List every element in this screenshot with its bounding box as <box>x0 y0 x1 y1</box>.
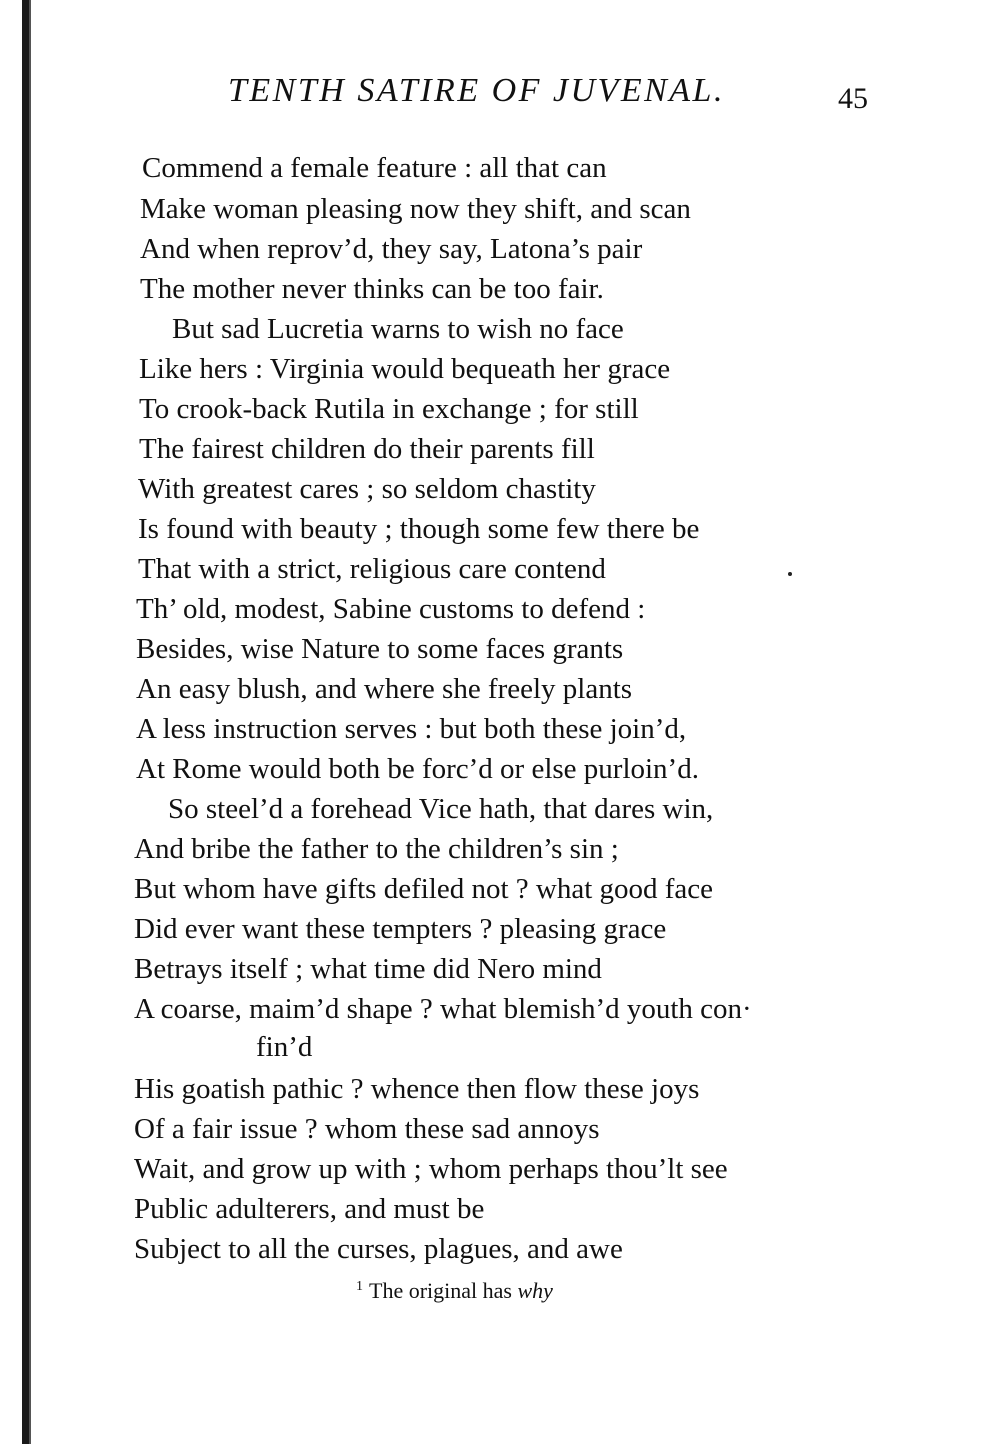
binding-shadow <box>29 0 31 1444</box>
poem-line: But sad Lucretia warns to wish no face <box>172 313 624 345</box>
poem-line: His goatish pathic ? whence then flow these joys <box>134 1073 700 1105</box>
poem-line: With greatest cares ; so seldom chastity <box>138 473 596 505</box>
poem-line: Wait, and grow up with ; whom perhaps thou’lt see <box>134 1153 728 1185</box>
poem-line: And bribe the father to the children’s sin ; <box>134 833 619 865</box>
poem-line: But whom have gifts defiled not ? what good face <box>134 873 714 905</box>
poem-line: At Rome would both be forc’d or else purloin’d. <box>136 753 699 785</box>
poem-line: Is found with beauty ; though some few there be <box>138 513 700 545</box>
poem-line: fin’d <box>256 1031 313 1063</box>
poem-line: Did ever want these tempters ? pleasing grace <box>134 913 667 945</box>
poem-line: Commend a female feature : all that can <box>142 152 607 184</box>
poem-line: That with a strict, religious care contend <box>138 553 606 585</box>
poem-line: The mother never thinks can be too fair. <box>140 273 604 305</box>
poem-line: Like hers : Virginia would bequeath her grace <box>139 353 671 385</box>
poem-line: A coarse, maim’d shape ? what blemish’d youth con· <box>134 993 752 1025</box>
ink-speck <box>788 572 792 576</box>
poem-line: An easy blush, and where she freely plants <box>136 673 633 705</box>
poem-line: Make woman pleasing now they shift, and scan <box>140 193 691 225</box>
poem-line: Besides, wise Nature to some faces grants <box>136 633 624 665</box>
poem-line: Public adulterers, and must be <box>134 1193 485 1225</box>
poem-line: Betrays itself ; what time did Nero mind <box>134 953 602 985</box>
footnote-marker: 1 <box>356 1278 363 1294</box>
poem-line: To crook-back Rutila in exchange ; for still <box>139 393 639 425</box>
poem-line: And when reprov’d, they say, Latona’s pair <box>140 233 643 265</box>
footnote-emphasis: why <box>517 1278 553 1303</box>
poem-line: So steel’d a forehead Vice hath, that dares win, <box>168 793 714 825</box>
footnote-text: The original has <box>369 1278 518 1303</box>
poem-line: Of a fair issue ? whom these sad annoys <box>134 1113 600 1145</box>
poem-line: The fairest children do their parents fill <box>139 433 595 465</box>
binding-edge <box>22 0 29 1444</box>
poem-line: A less instruction serves : but both these join’d, <box>136 713 687 745</box>
poem-line: Th’ old, modest, Sabine customs to defend : <box>136 593 646 625</box>
footnote <box>356 1278 553 1304</box>
page-number: 45 <box>838 82 868 115</box>
poem-line: Subject to all the curses, plagues, and awe <box>134 1233 623 1265</box>
running-head-title: TENTH SATIRE OF JUVENAL. <box>228 72 725 109</box>
